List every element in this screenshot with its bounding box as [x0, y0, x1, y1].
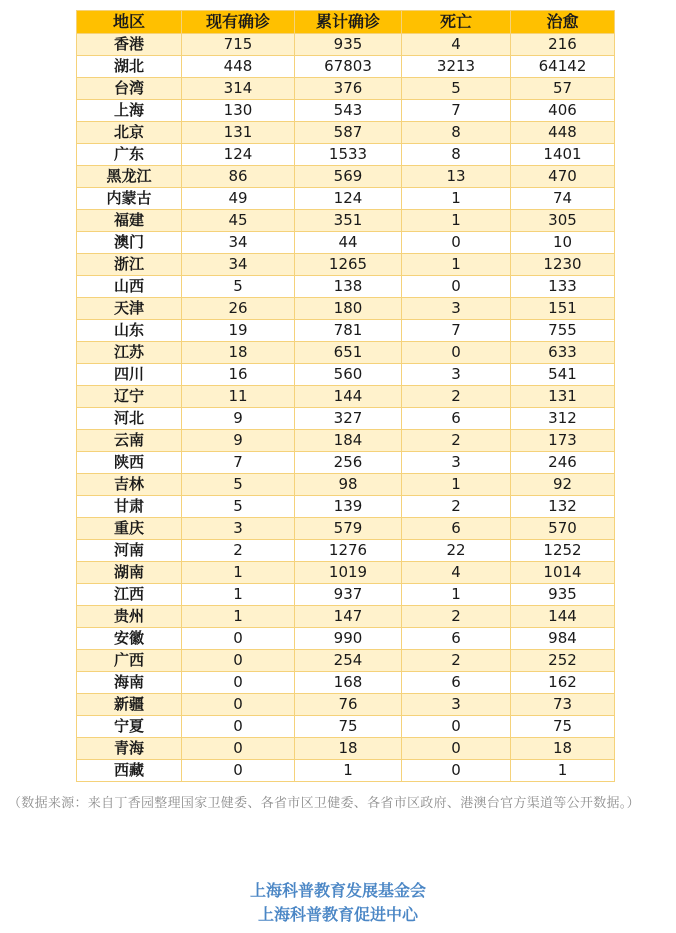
cell-total-confirmed: 144	[295, 386, 402, 408]
cell-recovered: 633	[511, 342, 615, 364]
cell-deaths: 8	[402, 144, 511, 166]
cell-region: 安徽	[77, 628, 182, 650]
cell-total-confirmed: 124	[295, 188, 402, 210]
cell-recovered: 92	[511, 474, 615, 496]
cell-region: 河南	[77, 540, 182, 562]
cell-deaths: 8	[402, 122, 511, 144]
table-row	[77, 408, 615, 430]
cell-deaths: 2	[402, 430, 511, 452]
cell-recovered: 470	[511, 166, 615, 188]
cell-region: 台湾	[77, 78, 182, 100]
cell-deaths: 0	[402, 716, 511, 738]
cell-deaths: 6	[402, 628, 511, 650]
data-source-note: （数据来源：来自丁香园整理国家卫健委、各省市区卫健委、各省市区政府、港澳台官方渠道等公开数据。）	[8, 796, 640, 811]
cell-deaths: 3	[402, 452, 511, 474]
cell-region: 陕西	[77, 452, 182, 474]
cell-total-confirmed: 75	[295, 716, 402, 738]
cell-region: 黑龙江	[77, 166, 182, 188]
cell-recovered: 132	[511, 496, 615, 518]
cell-deaths: 0	[402, 232, 511, 254]
cell-deaths: 1	[402, 584, 511, 606]
cell-region: 宁夏	[77, 716, 182, 738]
table-row	[77, 496, 615, 518]
cell-region: 四川	[77, 364, 182, 386]
cell-region: 河北	[77, 408, 182, 430]
cell-region: 青海	[77, 738, 182, 760]
cell-current-confirmed: 1	[182, 606, 295, 628]
table-row	[77, 210, 615, 232]
cell-deaths: 5	[402, 78, 511, 100]
table-row	[77, 694, 615, 716]
cell-recovered: 18	[511, 738, 615, 760]
cell-current-confirmed: 0	[182, 716, 295, 738]
cell-deaths: 6	[402, 518, 511, 540]
cell-current-confirmed: 5	[182, 276, 295, 298]
header-total-confirmed: 累计确诊	[295, 11, 402, 34]
cell-deaths: 4	[402, 562, 511, 584]
table-row	[77, 606, 615, 628]
cell-recovered: 312	[511, 408, 615, 430]
cell-region: 山西	[77, 276, 182, 298]
cell-total-confirmed: 376	[295, 78, 402, 100]
cell-deaths: 13	[402, 166, 511, 188]
cell-recovered: 252	[511, 650, 615, 672]
cell-current-confirmed: 34	[182, 232, 295, 254]
cell-total-confirmed: 990	[295, 628, 402, 650]
table-body	[77, 34, 615, 782]
table-row	[77, 584, 615, 606]
cell-recovered: 570	[511, 518, 615, 540]
cell-total-confirmed: 1019	[295, 562, 402, 584]
table-row	[77, 452, 615, 474]
cell-total-confirmed: 651	[295, 342, 402, 364]
cell-deaths: 0	[402, 276, 511, 298]
cell-total-confirmed: 67803	[295, 56, 402, 78]
cell-recovered: 57	[511, 78, 615, 100]
cell-recovered: 74	[511, 188, 615, 210]
cell-total-confirmed: 1276	[295, 540, 402, 562]
table-row	[77, 34, 615, 56]
cell-region: 广东	[77, 144, 182, 166]
cell-current-confirmed: 715	[182, 34, 295, 56]
cell-total-confirmed: 781	[295, 320, 402, 342]
cell-current-confirmed: 7	[182, 452, 295, 474]
cell-total-confirmed: 579	[295, 518, 402, 540]
cell-deaths: 1	[402, 188, 511, 210]
cell-total-confirmed: 180	[295, 298, 402, 320]
cell-recovered: 246	[511, 452, 615, 474]
cell-deaths: 4	[402, 34, 511, 56]
table-row	[77, 716, 615, 738]
cell-current-confirmed: 49	[182, 188, 295, 210]
cell-current-confirmed: 5	[182, 474, 295, 496]
table-row	[77, 342, 615, 364]
cell-total-confirmed: 139	[295, 496, 402, 518]
table-row	[77, 188, 615, 210]
cell-region: 澳门	[77, 232, 182, 254]
cell-total-confirmed: 569	[295, 166, 402, 188]
cell-total-confirmed: 254	[295, 650, 402, 672]
table-row	[77, 320, 615, 342]
cell-region: 浙江	[77, 254, 182, 276]
cell-current-confirmed: 314	[182, 78, 295, 100]
cell-recovered: 162	[511, 672, 615, 694]
table-row	[77, 540, 615, 562]
footer	[0, 879, 676, 927]
cell-deaths: 22	[402, 540, 511, 562]
cell-recovered: 173	[511, 430, 615, 452]
cell-region: 云南	[77, 430, 182, 452]
table-row	[77, 738, 615, 760]
cell-recovered: 1401	[511, 144, 615, 166]
cell-recovered: 151	[511, 298, 615, 320]
cell-deaths: 6	[402, 408, 511, 430]
cell-current-confirmed: 0	[182, 672, 295, 694]
cell-current-confirmed: 45	[182, 210, 295, 232]
table-row	[77, 562, 615, 584]
cell-deaths: 7	[402, 100, 511, 122]
cell-current-confirmed: 0	[182, 694, 295, 716]
cell-current-confirmed: 131	[182, 122, 295, 144]
cell-deaths: 3	[402, 364, 511, 386]
cell-recovered: 1	[511, 760, 615, 782]
cell-total-confirmed: 587	[295, 122, 402, 144]
header-current-confirmed: 现有确诊	[182, 11, 295, 34]
footer-org-foundation: 上海科普教育发展基金会	[249, 881, 426, 900]
cell-deaths: 0	[402, 760, 511, 782]
cell-deaths: 2	[402, 496, 511, 518]
cell-recovered: 10	[511, 232, 615, 254]
header-deaths: 死亡	[402, 11, 511, 34]
table-header-row	[77, 11, 615, 34]
table-row	[77, 144, 615, 166]
cell-current-confirmed: 9	[182, 408, 295, 430]
cell-deaths: 0	[402, 342, 511, 364]
cell-region: 江西	[77, 584, 182, 606]
cell-recovered: 448	[511, 122, 615, 144]
cell-region: 吉林	[77, 474, 182, 496]
cell-region: 香港	[77, 34, 182, 56]
cell-recovered: 131	[511, 386, 615, 408]
cell-region: 甘肃	[77, 496, 182, 518]
cell-current-confirmed: 16	[182, 364, 295, 386]
cell-total-confirmed: 138	[295, 276, 402, 298]
cell-region: 内蒙古	[77, 188, 182, 210]
cell-deaths: 0	[402, 738, 511, 760]
cell-current-confirmed: 448	[182, 56, 295, 78]
cell-total-confirmed: 1265	[295, 254, 402, 276]
table-row	[77, 166, 615, 188]
cell-total-confirmed: 543	[295, 100, 402, 122]
table-row	[77, 474, 615, 496]
table-row	[77, 672, 615, 694]
cell-total-confirmed: 147	[295, 606, 402, 628]
table-row	[77, 760, 615, 782]
footer-org-center: 上海科普教育促进中心	[257, 905, 418, 924]
cell-total-confirmed: 937	[295, 584, 402, 606]
cell-recovered: 64142	[511, 56, 615, 78]
cell-deaths: 3	[402, 298, 511, 320]
cell-region: 广西	[77, 650, 182, 672]
table-row	[77, 276, 615, 298]
cell-total-confirmed: 1	[295, 760, 402, 782]
cell-current-confirmed: 130	[182, 100, 295, 122]
cell-total-confirmed: 184	[295, 430, 402, 452]
cell-deaths: 7	[402, 320, 511, 342]
table-row	[77, 232, 615, 254]
cell-current-confirmed: 86	[182, 166, 295, 188]
table-row	[77, 628, 615, 650]
cell-deaths: 3	[402, 694, 511, 716]
cell-current-confirmed: 124	[182, 144, 295, 166]
cell-recovered: 75	[511, 716, 615, 738]
cell-region: 贵州	[77, 606, 182, 628]
table-row	[77, 100, 615, 122]
cell-total-confirmed: 935	[295, 34, 402, 56]
cell-deaths: 2	[402, 650, 511, 672]
cell-current-confirmed: 26	[182, 298, 295, 320]
table-row	[77, 56, 615, 78]
cell-total-confirmed: 560	[295, 364, 402, 386]
table-row	[77, 650, 615, 672]
cell-deaths: 2	[402, 386, 511, 408]
cell-current-confirmed: 0	[182, 760, 295, 782]
cell-region: 重庆	[77, 518, 182, 540]
cell-current-confirmed: 0	[182, 650, 295, 672]
cell-total-confirmed: 44	[295, 232, 402, 254]
cell-current-confirmed: 1	[182, 562, 295, 584]
cell-deaths: 1	[402, 210, 511, 232]
cell-region: 福建	[77, 210, 182, 232]
cell-current-confirmed: 9	[182, 430, 295, 452]
cell-current-confirmed: 2	[182, 540, 295, 562]
cell-region: 山东	[77, 320, 182, 342]
cell-recovered: 541	[511, 364, 615, 386]
cell-current-confirmed: 34	[182, 254, 295, 276]
cell-recovered: 1014	[511, 562, 615, 584]
cell-current-confirmed: 19	[182, 320, 295, 342]
epidemic-data-table	[76, 10, 615, 782]
cell-region: 西藏	[77, 760, 182, 782]
cell-recovered: 1252	[511, 540, 615, 562]
cell-deaths: 3213	[402, 56, 511, 78]
header-region: 地区	[77, 11, 182, 34]
table-row	[77, 430, 615, 452]
cell-region: 天津	[77, 298, 182, 320]
cell-region: 湖南	[77, 562, 182, 584]
cell-region: 北京	[77, 122, 182, 144]
cell-current-confirmed: 1	[182, 584, 295, 606]
table-row	[77, 122, 615, 144]
cell-recovered: 755	[511, 320, 615, 342]
cell-deaths: 1	[402, 254, 511, 276]
cell-region: 江苏	[77, 342, 182, 364]
cell-current-confirmed: 3	[182, 518, 295, 540]
table-row	[77, 298, 615, 320]
cell-recovered: 216	[511, 34, 615, 56]
cell-recovered: 133	[511, 276, 615, 298]
header-recovered: 治愈	[511, 11, 615, 34]
cell-recovered: 1230	[511, 254, 615, 276]
cell-total-confirmed: 98	[295, 474, 402, 496]
cell-total-confirmed: 168	[295, 672, 402, 694]
cell-region: 海南	[77, 672, 182, 694]
cell-region: 新疆	[77, 694, 182, 716]
cell-region: 湖北	[77, 56, 182, 78]
cell-recovered: 935	[511, 584, 615, 606]
cell-deaths: 2	[402, 606, 511, 628]
table-row	[77, 518, 615, 540]
cell-deaths: 6	[402, 672, 511, 694]
cell-region: 上海	[77, 100, 182, 122]
cell-total-confirmed: 256	[295, 452, 402, 474]
cell-total-confirmed: 327	[295, 408, 402, 430]
cell-total-confirmed: 76	[295, 694, 402, 716]
cell-current-confirmed: 18	[182, 342, 295, 364]
cell-recovered: 144	[511, 606, 615, 628]
cell-current-confirmed: 0	[182, 738, 295, 760]
cell-total-confirmed: 1533	[295, 144, 402, 166]
cell-current-confirmed: 11	[182, 386, 295, 408]
cell-total-confirmed: 18	[295, 738, 402, 760]
table-row	[77, 78, 615, 100]
table-row	[77, 386, 615, 408]
table-row	[77, 254, 615, 276]
cell-region: 辽宁	[77, 386, 182, 408]
table-row	[77, 364, 615, 386]
cell-recovered: 305	[511, 210, 615, 232]
cell-total-confirmed: 351	[295, 210, 402, 232]
cell-current-confirmed: 5	[182, 496, 295, 518]
cell-recovered: 73	[511, 694, 615, 716]
cell-deaths: 1	[402, 474, 511, 496]
cell-current-confirmed: 0	[182, 628, 295, 650]
cell-recovered: 984	[511, 628, 615, 650]
cell-recovered: 406	[511, 100, 615, 122]
